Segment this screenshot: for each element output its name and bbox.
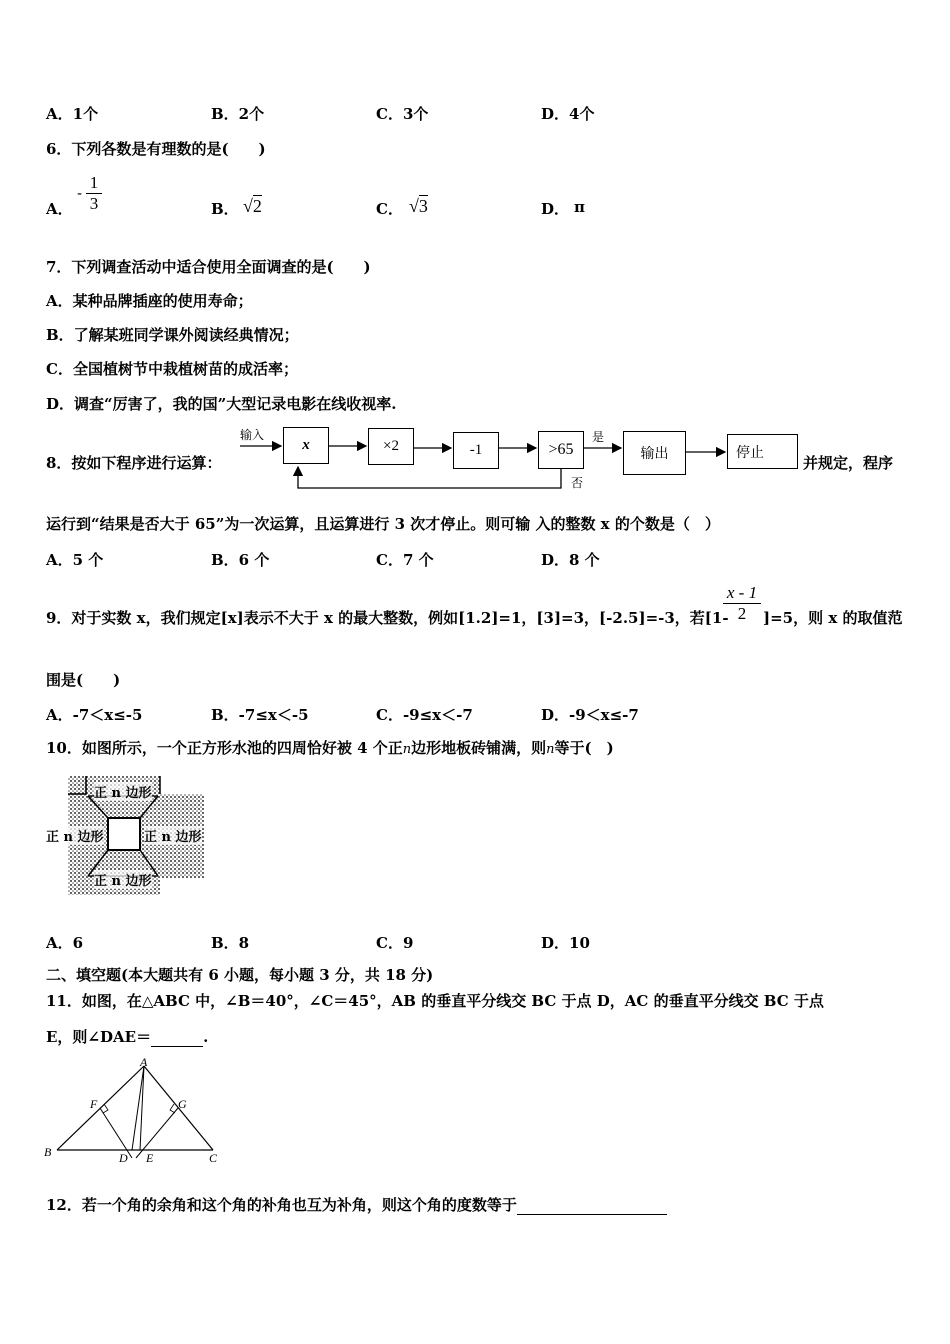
- point-c-label: C: [209, 1151, 218, 1165]
- q11-line1: 11．如图，在△ABC 中，∠B＝40°，∠C＝45°，AB 的垂直平分线交 BC 于点 D，AC 的垂直平分线交 BC 于点: [46, 992, 824, 1010]
- q10-n-var: n: [402, 742, 412, 757]
- q11-line2-end: .: [203, 1028, 209, 1046]
- q6-b-radicand: 2: [252, 196, 262, 216]
- q9-option-b: B．-7≤x＜-5: [211, 706, 309, 724]
- q6-option-a-label: A．: [46, 200, 73, 218]
- q10-stem: [46, 739, 614, 759]
- q6-option-b-label: B．: [211, 200, 239, 218]
- q6-a-denominator: 3: [86, 193, 102, 214]
- sqrt-symbol: √: [243, 196, 253, 216]
- q10-stem-start: 10．如图所示，一个正方形水池的四周恰好被 4 个正: [46, 739, 403, 757]
- q7-option-a: A．某种品牌插座的使用寿命；: [46, 292, 253, 310]
- q6-option-a-sign: -: [77, 184, 83, 202]
- q10-figure: [46, 768, 216, 898]
- q10-n-var-2: n: [546, 742, 555, 757]
- q8-option-d: D．8 个: [541, 551, 600, 569]
- q10-option-c: C．9: [376, 934, 414, 952]
- q12-answer-blank[interactable]: [517, 1196, 667, 1215]
- point-d-label: D: [119, 1151, 128, 1165]
- q6-a-numerator: 1: [89, 173, 99, 192]
- q10-label-top: 正 n 边形: [94, 782, 152, 801]
- q10-label-bottom: 正 n 边形: [94, 870, 152, 889]
- flow-box-stop: 停止: [727, 434, 798, 469]
- point-a-label: A: [140, 1058, 148, 1069]
- q7-option-c: C．全国植树节中栽植树苗的成活率；: [46, 360, 298, 378]
- point-g-label: G: [178, 1097, 187, 1111]
- q8-stem-end: 并规定，程序: [803, 454, 894, 472]
- q12-stem-text: 12．若一个角的余角和这个角的补角也互为补角，则这个角的度数等于: [46, 1196, 517, 1214]
- flow-no-label: 否: [571, 476, 584, 490]
- q8-option-c: C．7 个: [376, 551, 434, 569]
- section-2-heading: 二、填空题(本大题共有 6 小题，每小题 3 分，共 18 分): [46, 966, 434, 984]
- q9-stem-end: ]=5，则 x 的取值范: [763, 609, 903, 627]
- point-e-label: E: [146, 1151, 154, 1165]
- q10-stem-end: 等于( ): [554, 739, 614, 757]
- q5-option-b: B．2个: [211, 105, 265, 123]
- q11-line2-start: E，则∠DAE＝: [46, 1028, 152, 1046]
- q5-option-a: A．1个: [46, 105, 99, 123]
- q12-stem: [46, 1196, 667, 1215]
- point-b-label: B: [44, 1145, 52, 1159]
- q6-option-d-value: π: [574, 198, 585, 216]
- q7-option-b: B．了解某班同学课外阅读经典情况；: [46, 326, 299, 344]
- q9-fraction: [723, 583, 761, 624]
- q10-stem-mid: 边形地板砖铺满，则: [411, 739, 547, 757]
- q9-option-a: A．-7＜x≤-5: [46, 706, 143, 724]
- q10-label-left: 正 n 边形: [46, 826, 104, 845]
- q6-c-radicand: 3: [418, 196, 428, 216]
- q11-line2: [46, 1028, 208, 1047]
- q9-stem-line2: 围是( ): [46, 671, 121, 689]
- q9-denominator: 2: [723, 603, 761, 624]
- q7-stem: 7．下列调查活动中适合使用全面调查的是( ): [46, 258, 371, 276]
- q10-option-b: B．8: [211, 934, 250, 952]
- q9-stem-start: 9．对于实数 x，我们规定[x]表示不大于 x 的最大整数，例如[1.2]=1，[3]=3，[-2.5]=-3，若[1-: [46, 609, 729, 627]
- q8-option-b: B．6 个: [211, 551, 270, 569]
- q5-option-d: D．4个: [541, 105, 595, 123]
- flow-yes-label: 是: [592, 430, 605, 444]
- q10-option-a: A．6: [46, 934, 84, 952]
- q8-stem-line2: 运行到“结果是否大于 65”为一次运算，且运算进行 3 次才停止。则可输 入的整数 x 的个数是（ ）: [46, 515, 720, 533]
- q7-option-d: D．调查“厉害了，我的国”大型记录电影在线收视率.: [46, 395, 397, 413]
- q9-option-c: C．-9≤x＜-7: [376, 706, 473, 724]
- q6-option-d-label: D．: [541, 200, 570, 218]
- sqrt-symbol: √: [409, 196, 419, 216]
- flow-box-times2: ×2: [368, 428, 414, 465]
- flow-box-minus1: -1: [453, 432, 499, 469]
- q8-option-a: A．5 个: [46, 551, 104, 569]
- q11-triangle-figure: [40, 1058, 225, 1168]
- point-f-label: F: [90, 1097, 98, 1111]
- q10-option-d: D．10: [541, 934, 590, 952]
- flow-input-label: 输入: [240, 428, 265, 442]
- q8-stem-start: 8．按如下程序进行运算：: [46, 454, 222, 472]
- q9-option-d: D．-9＜x≤-7: [541, 706, 639, 724]
- q6-stem: 6．下列各数是有理数的是( ): [46, 140, 266, 158]
- flow-box-output: 输出: [623, 431, 686, 475]
- flow-box-gt65: >65: [538, 431, 584, 469]
- q10-label-right: 正 n 边形: [144, 826, 202, 845]
- q5-option-c: C．3个: [376, 105, 429, 123]
- q6-option-c-label: C．: [376, 200, 403, 218]
- flow-box-x: x: [283, 427, 329, 464]
- q9-numerator: x - 1: [726, 583, 758, 602]
- q11-answer-blank[interactable]: [151, 1028, 203, 1047]
